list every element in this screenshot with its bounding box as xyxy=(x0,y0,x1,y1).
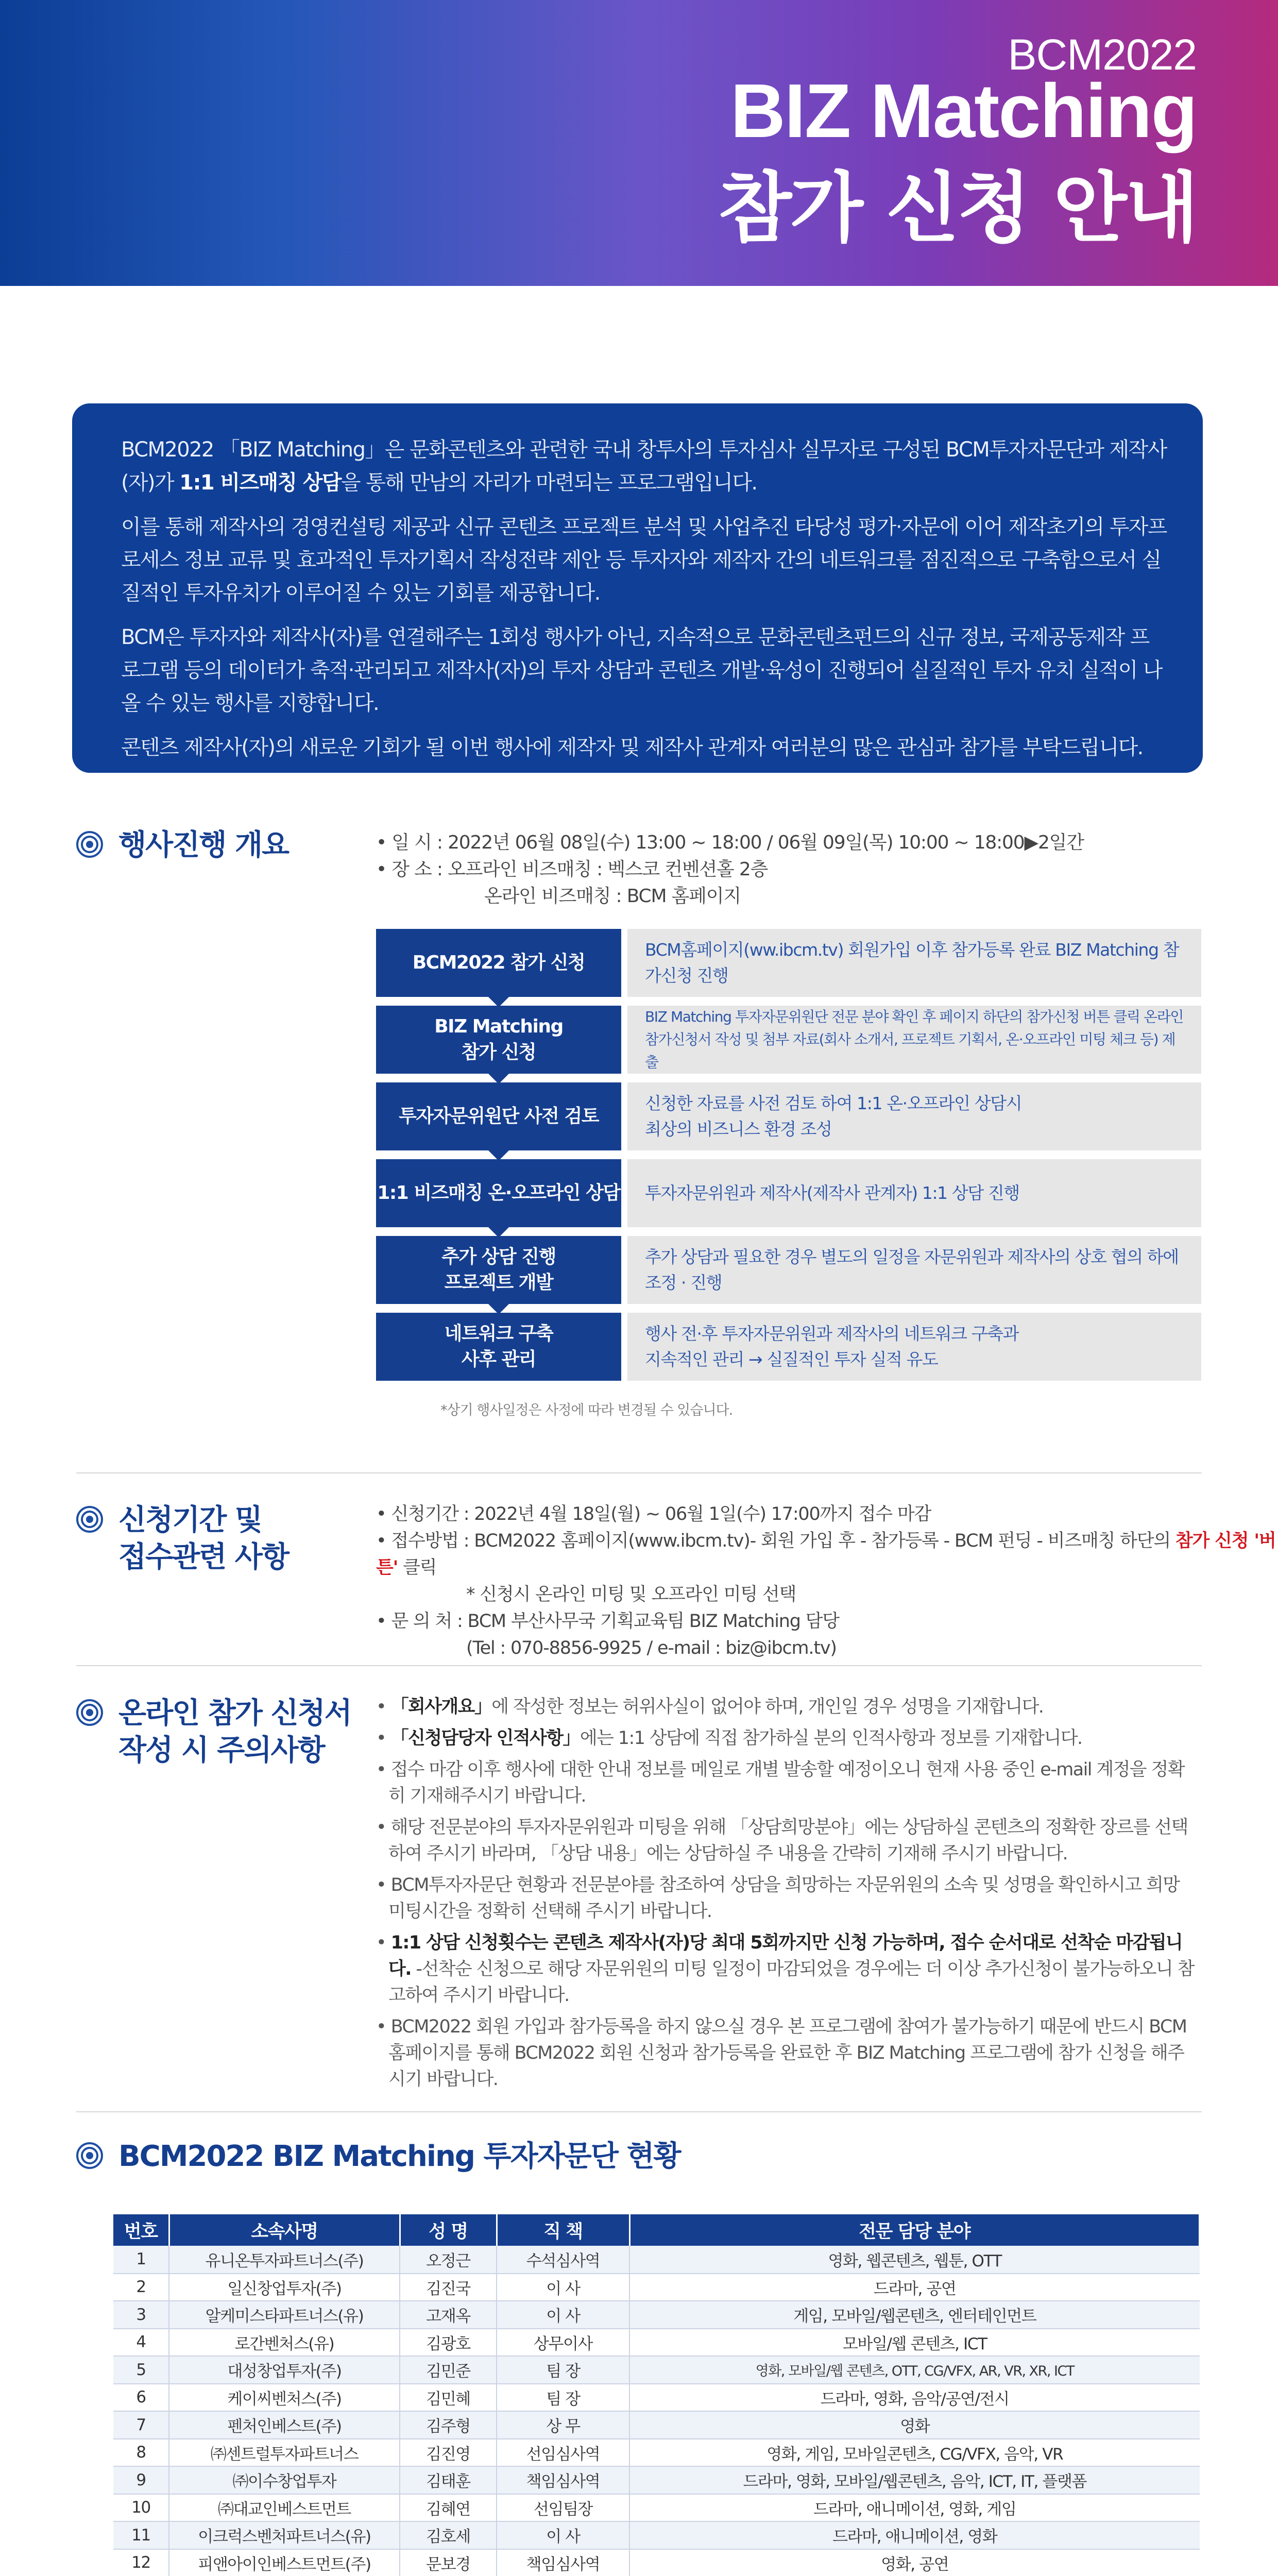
table-row xyxy=(113,2494,1200,2522)
table-body xyxy=(113,2246,1200,2576)
investor-table xyxy=(113,2214,1200,2576)
target-icon xyxy=(76,1506,103,1533)
process-step xyxy=(376,929,1201,997)
process-step-desc: 행사 전·후 투자자문위원과 제작사의 네트워크 구축과 지속적인 관리 → 실질적인 투자 실적 유도 xyxy=(627,1313,1201,1381)
table-cell: 드라마, 애니메이션, 영화 xyxy=(629,2521,1200,2549)
hero-subtitle: BCM2022 xyxy=(1008,30,1197,79)
process-step-label: BIZ Matching 참가 신청 xyxy=(376,1006,621,1074)
table-cell: 김광호 xyxy=(400,2329,497,2357)
table-cell: 이 사 xyxy=(497,2521,629,2549)
table-cell: 2 xyxy=(113,2274,169,2301)
intro-box xyxy=(72,403,1203,773)
table-cell: 11 xyxy=(113,2521,169,2549)
table-row xyxy=(113,2384,1200,2412)
notice-title-line2: 작성 시 주의사항 xyxy=(118,1734,325,1767)
notice-item: • BCM2022 회원 가입과 참가등록을 하지 않으실 경우 본 프로그램에 참여가 불가능하기 때문에 반드시 BCM홈페이지를 통해 BCM2022 회원 신청과 참가등록을 완료한 후 BIZ Matching 프로그램에 참가 신청을 해주시기 바랍니다. xyxy=(376,2016,1187,2090)
table-cell: 드라마, 영화, 모바일/웹콘텐츠, 음악, ICT, IT, 플랫폼 xyxy=(629,2466,1200,2494)
table-cell: 유니온투자파트너스(주) xyxy=(169,2246,400,2274)
notice-item: • 「신청담당자 인적사항」에는 1:1 상담에 직접 참가하실 분의 인적사항과 정보를 기재합니다. xyxy=(376,1728,1082,1749)
process-step-label: 네트워크 구축 사후 관리 xyxy=(376,1313,621,1381)
process-step-desc: BIZ Matching 투자자문위원단 전문 분야 확인 후 페이지 하단의 참가신청 버튼 클릭 온라인 참가신청서 작성 및 첨부 자료(회사 소개서, 프로젝트 기획서, 온·오프라인 미팅 체크 등) 제출 xyxy=(627,1006,1201,1074)
process-step xyxy=(376,1082,1201,1150)
table-cell: 영화, 모바일/웹 콘텐츠, OTT, CG/VFX, AR, VR, XR, ICT xyxy=(629,2356,1200,2384)
table-cell: 일신창업투자(주) xyxy=(169,2274,400,2301)
contact-info: • 문 의 처 : BCM 부산사무국 기획교육팀 BIZ Matching 담당 xyxy=(376,1611,839,1632)
table-cell: 알케미스타파트너스(유) xyxy=(169,2301,400,2329)
table-cell: 이크럭스벤처파트너스(유) xyxy=(169,2521,400,2549)
table-row xyxy=(113,2411,1200,2439)
table-cell: 모바일/웹 콘텐츠, ICT xyxy=(629,2329,1200,2357)
process-flow xyxy=(376,929,1201,1389)
notice-title-line1: 온라인 참가 신청서 xyxy=(118,1697,351,1730)
table-row xyxy=(113,2274,1200,2301)
schedule-note: *상기 행사일정은 사정에 따라 변경될 수 있습니다. xyxy=(440,1402,733,1418)
process-step xyxy=(376,1006,1201,1074)
table-cell: 피앤아이인베스트먼트(주) xyxy=(169,2549,400,2576)
table-cell: 팀 장 xyxy=(497,2384,629,2412)
process-step-label: 투자자문위원단 사전 검토 xyxy=(376,1082,621,1150)
table-cell: 4 xyxy=(113,2329,169,2357)
table-cell: 드라마, 공연 xyxy=(629,2274,1200,2301)
table-cell: 김주형 xyxy=(400,2411,497,2439)
table-cell: 영화 xyxy=(629,2411,1200,2439)
table-row xyxy=(113,2521,1200,2549)
application-period: • 신청기간 : 2022년 4월 18일(월) ~ 06월 1일(수) 17:00까지 접수 마감 xyxy=(376,1504,931,1524)
hero-title-korean: 참가 신청 안내 xyxy=(718,164,1197,252)
process-step-label: 추가 상담 진행 프로젝트 개발 xyxy=(376,1236,621,1304)
process-step-label: BCM2022 참가 신청 xyxy=(376,929,621,997)
table-cell: 5 xyxy=(113,2356,169,2384)
table-cell: 8 xyxy=(113,2439,169,2467)
notice-list xyxy=(376,1694,1200,2098)
table-cell: ㈜센트럴투자파트너스 xyxy=(169,2439,400,2467)
table-cell: 수석심사역 xyxy=(497,2246,629,2274)
table-cell: 김진영 xyxy=(400,2439,497,2467)
section-divider xyxy=(76,2111,1202,2112)
table-cell: 김민혜 xyxy=(400,2384,497,2412)
table-cell: 이 사 xyxy=(497,2301,629,2329)
intro-paragraph-4: 콘텐츠 제작사(자)의 새로운 기회가 될 이번 행사에 제작자 및 제작사 관계자 여러분의 많은 관심과 참가를 부탁드립니다. xyxy=(121,736,1143,759)
process-step xyxy=(376,1236,1201,1304)
application-info xyxy=(376,1501,1278,1662)
table-row xyxy=(113,2356,1200,2384)
table-cell: 오정근 xyxy=(400,2246,497,2274)
event-date: • 일 시 : 2022년 06월 08일(수) 13:00 ~ 18:00 / 06월 09일(목) 10:00 ~ 18:00▶2일간 xyxy=(376,832,1084,853)
notice-item: • 「회사개요」에 작성한 정보는 허위사실이 없어야 하며, 개인일 경우 성명을 기재합니다. xyxy=(376,1697,1044,1717)
event-place-online: 온라인 비즈매칭 : BCM 홈페이지 xyxy=(484,886,741,907)
column-header: 전문 담당 분야 xyxy=(629,2214,1200,2246)
table-cell: 팀 장 xyxy=(497,2356,629,2384)
table-cell: 7 xyxy=(113,2411,169,2439)
application-title-line2: 접수관련 사항 xyxy=(118,1540,289,1574)
table-cell: 책임심사역 xyxy=(497,2549,629,2576)
table-cell: 6 xyxy=(113,2384,169,2412)
notice-item: • 해당 전문분야의 투자자문위원과 미팅을 위해 「상담희망분야」에는 상담하실 콘텐츠의 정확한 장르를 선택하여 주시기 바라며, 「상담 내용」에는 상담하실 주 내용을 간략히 기재해 주시기 바랍니다. xyxy=(376,1817,1188,1864)
table-cell: 고재옥 xyxy=(400,2301,497,2329)
column-header: 직 책 xyxy=(497,2214,629,2246)
table-cell: 대성창업투자(주) xyxy=(169,2356,400,2384)
table-cell: 영화, 공연 xyxy=(629,2549,1200,2576)
overview-title: 행사진행 개요 xyxy=(118,828,289,862)
table-cell: 케이씨벤처스(주) xyxy=(169,2384,400,2412)
table-cell: ㈜이수창업투자 xyxy=(169,2466,400,2494)
column-header: 번호 xyxy=(113,2214,169,2246)
investors-title: BCM2022 BIZ Matching 투자자문단 현황 xyxy=(118,2140,680,2173)
table-cell: 김태훈 xyxy=(400,2466,497,2494)
table-row xyxy=(113,2301,1200,2329)
event-place-offline: • 장 소 : 오프라인 비즈매칭 : 벡스코 컨벤션홀 2층 xyxy=(376,859,768,880)
table-row xyxy=(113,2439,1200,2467)
hero-banner xyxy=(0,0,1278,286)
table-cell: 영화, 게임, 모바일콘텐츠, CG/VFX, 음악, VR xyxy=(629,2439,1200,2467)
application-title-line1: 신청기간 및 xyxy=(118,1503,262,1537)
section-divider xyxy=(76,1665,1202,1666)
application-heading xyxy=(76,1502,288,1576)
process-step-desc: BCM홈페이지(ww.ibcm.tv) 회원가입 이후 참가등록 완료 BIZ Matching 참가신청 진행 xyxy=(627,929,1201,997)
table-cell: 3 xyxy=(113,2301,169,2329)
section-divider xyxy=(76,1472,1202,1473)
table-cell: 상무이사 xyxy=(497,2329,629,2357)
table-cell: 1 xyxy=(113,2246,169,2274)
process-step-desc: 추가 상담과 필요한 경우 별도의 일정을 자문위원과 제작사의 상호 협의 하에 조정 · 진행 xyxy=(627,1236,1201,1304)
process-step-label: 1:1 비즈매칭 온·오프라인 상담 xyxy=(376,1159,621,1227)
table-cell: ㈜대교인베스트먼트 xyxy=(169,2494,400,2522)
table-row xyxy=(113,2466,1200,2494)
notice-item: • 접수 마감 이후 행사에 대한 안내 정보를 메일로 개별 발송할 예정이오니 현재 사용 중인 e-mail 계정을 정확히 기재해주시기 바랍니다. xyxy=(376,1759,1184,1806)
table-cell: 김민준 xyxy=(400,2356,497,2384)
contact-detail: (Tel : 070-8856-9925 / e-mail : biz@ibcm.tv) xyxy=(466,1638,837,1658)
table-cell: 문보경 xyxy=(400,2549,497,2576)
table-cell: 선임심사역 xyxy=(497,2439,629,2467)
table-cell: 드라마, 애니메이션, 영화, 게임 xyxy=(629,2494,1200,2522)
table-cell: 김진국 xyxy=(400,2274,497,2301)
column-header: 소속사명 xyxy=(169,2214,400,2246)
table-cell: 12 xyxy=(113,2549,169,2576)
process-step xyxy=(376,1313,1201,1381)
hero-title: BIZ Matching xyxy=(730,69,1197,154)
process-step-desc: 투자자문위원과 제작사(제작사 관계자) 1:1 상담 진행 xyxy=(627,1159,1201,1227)
notice-heading xyxy=(76,1695,351,1769)
table-cell: 김혜연 xyxy=(400,2494,497,2522)
overview-heading xyxy=(76,827,288,864)
process-step xyxy=(376,1159,1201,1227)
application-method-note: * 신청시 온라인 미팅 및 오프라인 미팅 선택 xyxy=(466,1584,796,1605)
notice-item: • 1:1 상담 신청횟수는 콘텐츠 제작사(자)당 최대 5회까지만 신청 가능하며, 접수 순서대로 선착순 마감됩니다. -선착순 신청으로 해당 자문위원의 미팅 일정이 마감되었을 경우에는 더 이상 추가신청이 불가능하오니 참고하여 주시기 바랍니다. xyxy=(376,1933,1194,2006)
table-header-row xyxy=(113,2214,1200,2246)
target-icon xyxy=(76,2142,103,2169)
table-row xyxy=(113,2246,1200,2274)
table-cell: 상 무 xyxy=(497,2411,629,2439)
table-cell: 드라마, 영화, 음악/공연/전시 xyxy=(629,2384,1200,2412)
table-cell: 게임, 모바일/웹콘텐츠, 엔터테인먼트 xyxy=(629,2301,1200,2329)
table-cell: 선임팀장 xyxy=(497,2494,629,2522)
intro-paragraph-2: 이를 통해 제작사의 경영컨설팅 제공과 신규 콘텐츠 프로젝트 분석 및 사업추진 타당성 평가·자문에 이어 제작초기의 투자프로세스 정보 교류 및 효과적인 투자기획서 작성전략 제안 등 투자자와 제작자 간의 네트워크를 점진적으로 구축함으로서 실질적인 투자유치가 이루어질 수 있는 기회를 제공합니다. xyxy=(121,515,1167,605)
table-row xyxy=(113,2329,1200,2357)
overview-info xyxy=(376,829,1084,910)
notice-item: • BCM투자자문단 현황과 전문분야를 참조하여 상담을 희망하는 자문위원의 소속 및 성명을 확인하시고 희망 미팅시간을 정확히 선택해 주시기 바랍니다. xyxy=(376,1875,1180,1922)
apply-button-label: 참가 신청 '버튼' xyxy=(376,1531,1276,1578)
application-method: • 접수방법 : BCM2022 홈페이지(www.ibcm.tv)- 회원 가입 후 - 참가등록 - BCM 펀딩 - 비즈매칭 하단의 참가 신청 '버튼' 클릭 xyxy=(376,1531,1276,1578)
table-cell: 이 사 xyxy=(497,2274,629,2301)
table-cell: 영화, 웹콘텐츠, 웹툰, OTT xyxy=(629,2246,1200,2274)
target-icon xyxy=(76,1699,103,1726)
table-cell: 김호세 xyxy=(400,2521,497,2549)
intro-paragraph-1: BCM2022 「BIZ Matching」은 문화콘텐츠와 관련한 국내 창투사의 투자심사 실무자로 구성된 BCM투자자문단과 제작사(자)가 1:1 비즈매칭 상담을 통해 만남의 자리가 마련되는 프로그램입니다. xyxy=(121,438,1167,495)
column-header: 성 명 xyxy=(400,2214,497,2246)
table-cell: 10 xyxy=(113,2494,169,2522)
investors-heading xyxy=(76,2138,680,2175)
table-cell: 로간벤처스(유) xyxy=(169,2329,400,2357)
target-icon xyxy=(76,831,103,858)
table-row xyxy=(113,2549,1200,2576)
table-cell: 책임심사역 xyxy=(497,2466,629,2494)
intro-paragraph-3: BCM은 투자자와 제작사(자)를 연결해주는 1회성 행사가 아닌, 지속적으로 문화콘텐츠펀드의 신규 정보, 국제공동제작 프로그램 등의 데이터가 축적·관리되고 제작사(자)의 투자 상담과 콘텐츠 개발·육성이 진행되어 실질적인 투자 유치 실적이 나올 수 있는 행사를 지향합니다. xyxy=(121,625,1162,715)
table-cell: 9 xyxy=(113,2466,169,2494)
process-step-desc: 신청한 자료를 사전 검토 하여 1:1 온·오프라인 상담시 최상의 비즈니스 환경 조성 xyxy=(627,1082,1201,1150)
table-cell: 펜처인베스트(주) xyxy=(169,2411,400,2439)
